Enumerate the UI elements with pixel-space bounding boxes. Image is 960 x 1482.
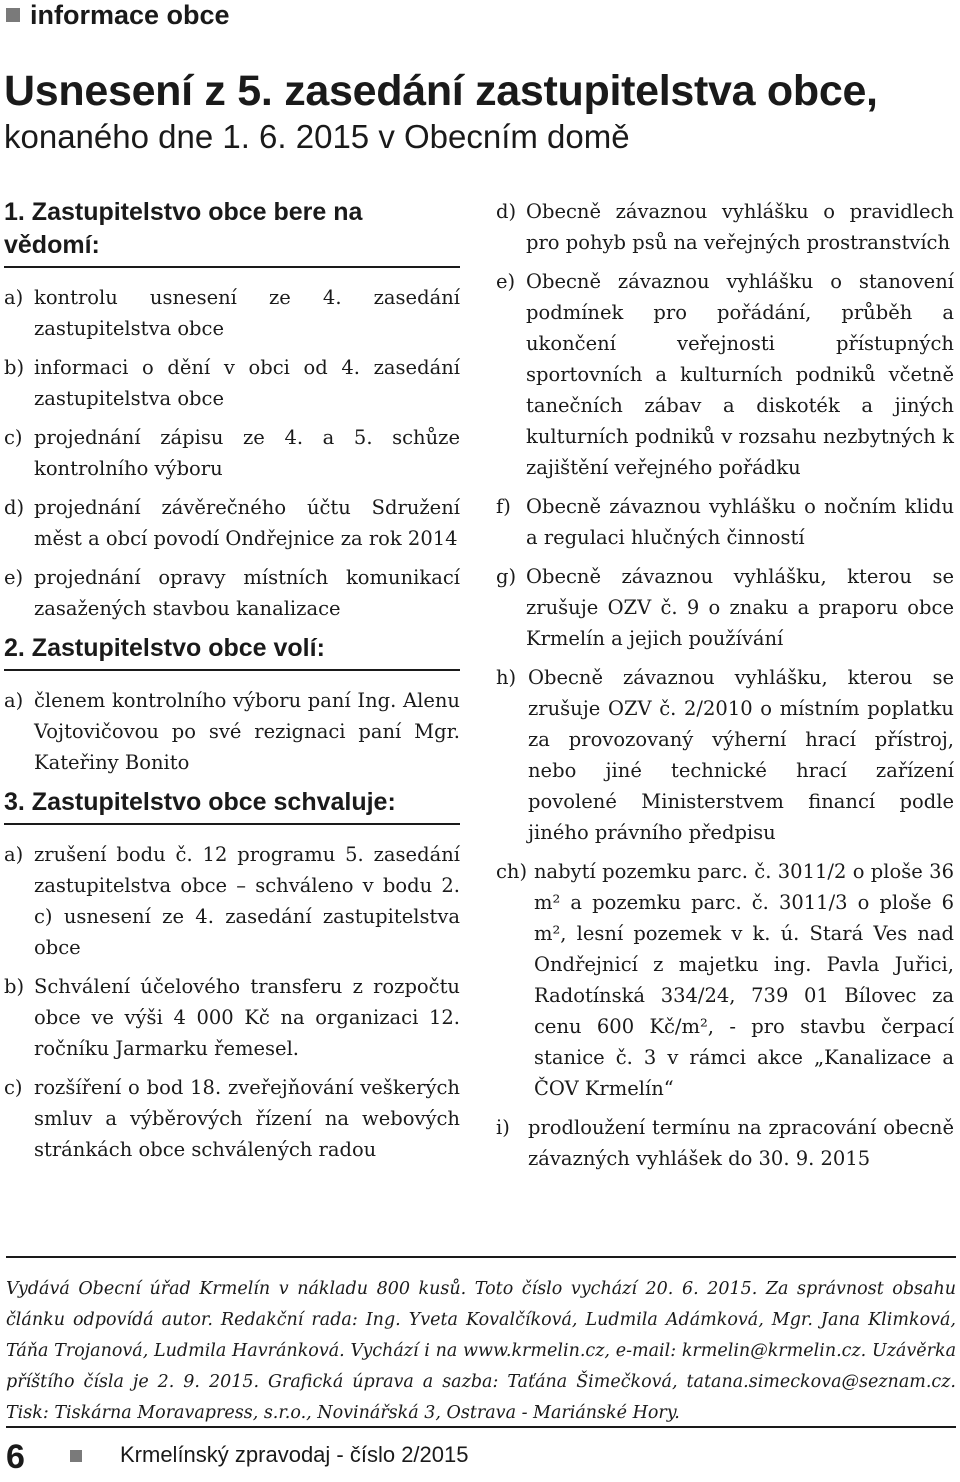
list-item xyxy=(4,1072,460,1165)
item-text: Schválení účelového transferu z rozpočtu obce ve výši 4 000 Kč na organizaci 12. ročníku Jarmarku řemesel. xyxy=(34,975,460,1060)
divider xyxy=(6,1426,956,1428)
list-item xyxy=(4,422,460,484)
item-label: a) xyxy=(4,689,24,712)
item-text: Obecně závaznou vyhlášku o nočním klidu a regulaci hlučných činností xyxy=(526,495,954,549)
item-text: členem kontrolního výboru paní Ing. Alenu Vojtovičovou po své rezignaci paní Mgr. Kateřiny Bonito xyxy=(34,689,460,774)
item-text: kontrolu usnesení ze 4. zasedání zastupitelstva obce xyxy=(34,286,460,340)
section-label: informace obce xyxy=(30,0,230,30)
section-marker xyxy=(6,8,20,22)
divider xyxy=(6,1256,956,1258)
item-label: c) xyxy=(4,426,23,449)
list-item xyxy=(4,352,460,414)
page-subtitle: konaného dne 1. 6. 2015 v Obecním domě xyxy=(4,118,630,155)
list-item xyxy=(4,839,460,963)
imprint: Vydává Obecní úřad Krmelín v nákladu 800 kusů. Toto číslo vychází 20. 6. 2015. Za správnost obsahu článku odpovídá autor. Redakční rada: Ing. Yveta Kovalčíková, Ludmila Adámková, Mgr. Jana Klimková, Táňa Trojanová, Ludmila Havránková. Vychází i na www.krmelin.cz, e-mail: krmelin@krmelin.cz. Uzávěrka příštího čísla je 2. 9. 2015. Grafická úprava a sazba: Taťána Šimečková, tatana.simeckova@seznam.cz. Tisk: Tiskárna Moravapress, s.r.o., Novinářská 3, Ostrava - Mariánské Hory. xyxy=(6,1279,956,1423)
left-column xyxy=(4,196,460,1173)
item-text: rozšíření o bod 18. zveřejňování veškerých smluv a výběrových řízení na webových stránkách obce schválených radou xyxy=(34,1076,460,1161)
list-item xyxy=(4,492,460,554)
item-label: h) xyxy=(496,666,517,689)
list-item xyxy=(4,562,460,624)
list-item xyxy=(4,971,460,1064)
page-title: Usnesení z 5. zasedání zastupitelstva obce, xyxy=(4,67,878,115)
item-text: nabytí pozemku parc. č. 3011/2 o ploše 36 m² a pozemku parc. č. 3011/3 o ploše 6 m², lesní pozemek v k. ú. Stará Ves nad Ondřejnicí z majetku ing. Pavla Juřici, Radotínská 334/24, 739 01 Bílovec za cenu 600 Kč/m², - pro stavbu čerpací stanice č. 3 v rámci akce „Kanalizace a ČOV Krmelín“ xyxy=(534,860,954,1100)
section-2-heading: 2. Zastupitelstvo obce volí: xyxy=(4,632,460,671)
list-item xyxy=(496,662,954,848)
item-label: f) xyxy=(496,495,511,518)
section-1-heading: 1. Zastupitelstvo obce bere na vědomí: xyxy=(4,196,460,268)
item-label: e) xyxy=(4,566,24,589)
item-label: b) xyxy=(4,356,25,379)
item-label: g) xyxy=(496,565,517,588)
item-text: projednání zápisu ze 4. a 5. schůze kontrolního výboru xyxy=(34,426,460,480)
right-column xyxy=(496,196,954,1182)
list-item xyxy=(496,561,954,654)
item-label: b) xyxy=(4,975,25,998)
item-text: Obecně závaznou vyhlášku, kterou se zrušuje OZV č. 9 o znaku a praporu obce Krmelín a jejich používání xyxy=(526,565,954,650)
item-label: c) xyxy=(4,1076,23,1099)
item-text: prodloužení termínu na zpracování obecně závazných vyhlášek do 30. 9. 2015 xyxy=(528,1116,954,1170)
list-item xyxy=(4,282,460,344)
page-number: 6 xyxy=(6,1438,25,1476)
item-label: ch) xyxy=(496,860,528,883)
item-label: d) xyxy=(4,496,25,519)
list-item xyxy=(496,266,954,483)
item-label: i) xyxy=(496,1116,510,1139)
item-label: a) xyxy=(4,843,24,866)
item-text: informaci o dění v obci od 4. zasedání zastupitelstva obce xyxy=(34,356,460,410)
item-label: e) xyxy=(496,270,516,293)
publication-name: Krmelínský zpravodaj - číslo 2/2015 xyxy=(120,1442,469,1467)
item-text: Obecně závaznou vyhlášku, kterou se zrušuje OZV č. 2/2010 o místním poplatku za provozovaný výherní hrací přístroj, nebo jiné technické hrací zařízení povolené Ministerstvem financí podle jiného právního předpisu xyxy=(528,666,954,844)
item-text: Obecně závaznou vyhlášku o stanovení podmínek pro pořádání, průběh a ukončení veřejnosti přístupných sportovních a kulturních podniků včetně tanečních zábav a diskoték a jiných kulturních podniků v rozsahu nezbytných k zajištění veřejného pořádku xyxy=(526,270,954,479)
list-item xyxy=(496,856,954,1104)
list-item xyxy=(496,196,954,258)
item-text: zrušení bodu č. 12 programu 5. zasedání zastupitelstva obce – schváleno v bodu 2. c) usnesení ze 4. zasedání zastupitelstva obce xyxy=(34,843,460,959)
item-text: projednání opravy místních komunikací zasažených stavbou kanalizace xyxy=(34,566,460,620)
item-text: Obecně závaznou vyhlášku o pravidlech pro pohyb psů na veřejných prostranstvích xyxy=(526,200,954,254)
item-text: projednání závěrečného účtu Sdružení měst a obcí povodí Ondřejnice za rok 2014 xyxy=(34,496,460,550)
section-3-heading: 3. Zastupitelstvo obce schvaluje: xyxy=(4,786,460,825)
list-item xyxy=(496,491,954,553)
list-item xyxy=(4,685,460,778)
item-label: a) xyxy=(4,286,24,309)
item-label: d) xyxy=(496,200,517,223)
list-item xyxy=(496,1112,954,1174)
footer-marker xyxy=(70,1450,82,1462)
